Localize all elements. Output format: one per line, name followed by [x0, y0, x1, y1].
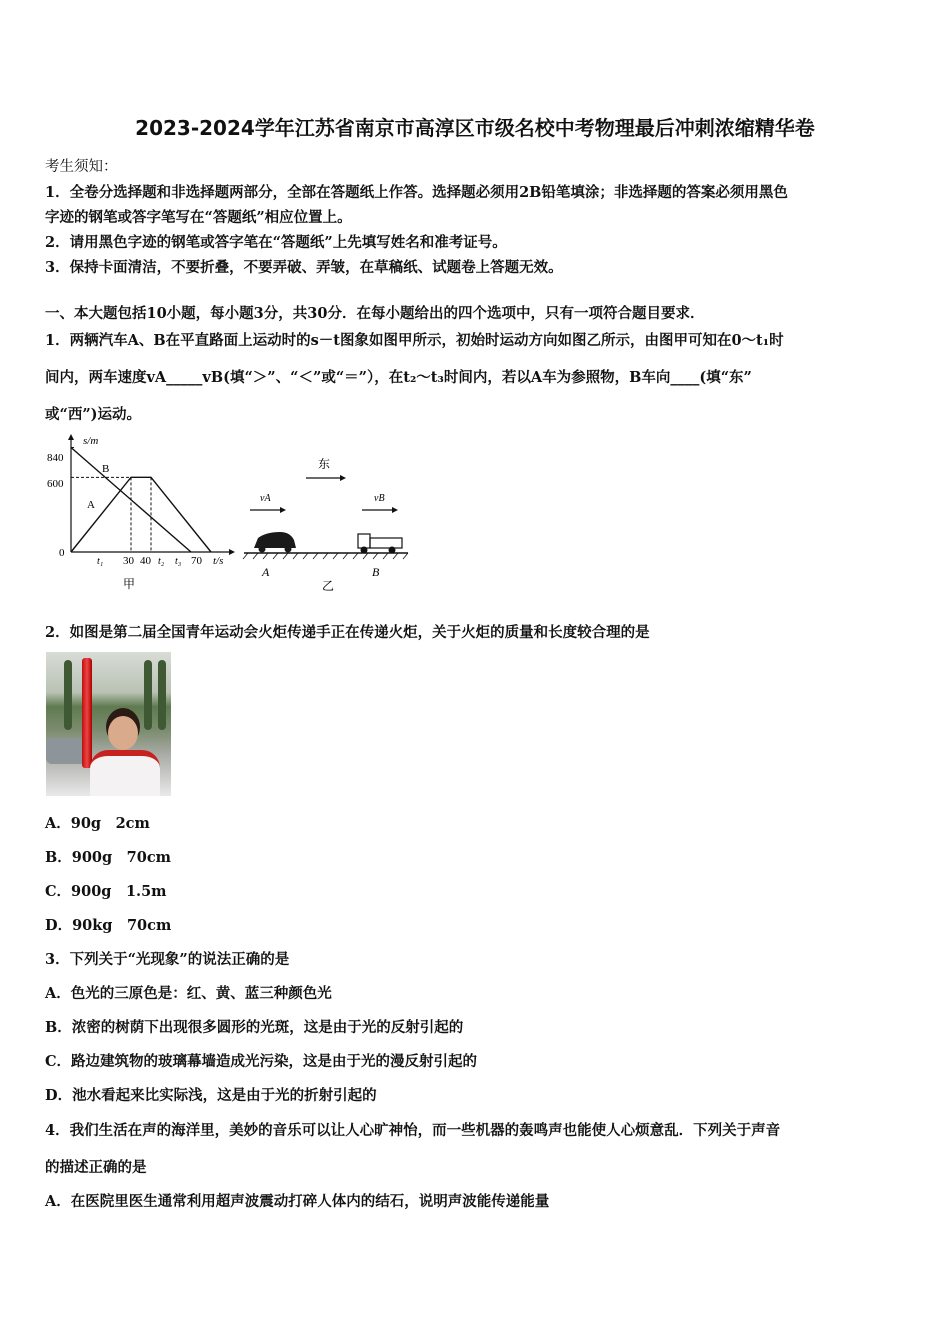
q4-stem-1: 4．我们生活在声的海洋里，美妙的音乐可以让人心旷神怡，而一些机器的轰鸣声也能使人心烦意乱．下列关于声音 — [45, 1122, 781, 1139]
east-arrow-icon — [306, 475, 346, 481]
direction-label: 东 — [318, 457, 331, 471]
car-a-icon — [254, 532, 296, 553]
section-heading: 一、本大题包括10小题，每小题3分，共30分．在每小题给出的四个选项中，只有一项符合题目要求． — [45, 305, 705, 322]
y-tick-600: 600 — [47, 478, 64, 490]
notice-item-3: 3．保持卡面清洁，不要折叠，不要弄破、弄皱，在草稿纸、试题卷上答题无效。 — [45, 259, 563, 276]
y-tick-0: 0 — [59, 547, 65, 559]
q3-option-c: C．路边建筑物的玻璃幕墙造成光污染，这是由于光的漫反射引起的 — [45, 1053, 478, 1070]
x-tick-40: 40 — [140, 555, 151, 567]
q4-option-a: A．在医院里医生通常利用超声波震动打碎人体内的结石，说明声波能传递能量 — [45, 1193, 550, 1210]
x-axis-arrow-icon — [229, 549, 235, 555]
x-tick-t1: t₁ — [97, 556, 104, 567]
q2-stem: 2．如图是第二届全国青年运动会火炬传递手正在传递火炬，关于火炬的质量和长度较合理的是 — [45, 624, 650, 641]
notice-item-1-cont: 字迹的钢笔或答字笔写在“答题纸”相应位置上。 — [45, 209, 352, 226]
truck-b-icon — [358, 534, 402, 554]
x-axis-label: t/s — [213, 555, 224, 567]
y-axis-arrow-icon — [68, 434, 74, 440]
q3-option-b: B．浓密的树荫下出现很多圆形的光斑，这是由于光的反射引起的 — [45, 1019, 464, 1036]
series-b-label: B — [102, 463, 110, 475]
q3-option-d: D．池水看起来比实际浅，这是由于光的折射引起的 — [45, 1087, 377, 1104]
car-a-label: A — [262, 565, 270, 579]
va-label: vA — [260, 493, 271, 504]
q2-option-a: A．90g 2cm — [45, 815, 150, 832]
torch-bearer-photo — [46, 652, 171, 796]
q2-option-b: B．900g 70cm — [45, 849, 172, 866]
notice-item-1: 1．全卷分选择题和非选择题两部分，全部在答题纸上作答。选择题必须用2B铅笔填涂；非选择题的答案必须用黑色 — [45, 184, 788, 201]
q1-line-3: 或“西”)运动。 — [45, 406, 142, 423]
graph-caption: 甲 — [123, 577, 136, 591]
graph-axes — [68, 434, 235, 555]
y-axis-label: s/m — [83, 435, 99, 447]
cars-caption: 乙 — [322, 579, 335, 592]
vb-arrow-icon — [362, 507, 398, 513]
q1-line-2: 间内，两车速度vA_____vB(填“＞”、“＜”或“＝”），在t₂～t₃时间内，若以A车为参照物，B车向____(填“东” — [45, 369, 752, 386]
page-title: 2023-2024学年江苏省南京市高淳区市级名校中考物理最后冲刺浓缩精华卷 — [135, 116, 815, 140]
car-b-label: B — [372, 565, 380, 579]
q3-option-a: A．色光的三原色是：红、黄、蓝三种颜色光 — [45, 985, 332, 1002]
q4-stem-2: 的描述正确的是 — [45, 1159, 147, 1176]
q3-stem: 3．下列关于“光现象”的说法正确的是 — [45, 951, 290, 968]
series-line-a — [71, 477, 211, 552]
road-icon — [243, 553, 408, 559]
x-tick-t3: t₃ — [175, 556, 182, 567]
q2-option-c: C．900g 1.5m — [45, 883, 167, 900]
q1-line-1: 1．两辆汽车A、B在平直路面上运动时的s－t图象如图甲所示，初始时运动方向如图乙所示，由图甲可知在0～t₁时 — [45, 332, 784, 349]
cars-diagram — [240, 452, 420, 592]
st-graph — [45, 432, 235, 592]
y-tick-840: 840 — [47, 452, 64, 464]
series-a-label: A — [87, 499, 95, 511]
vb-label: vB — [374, 493, 385, 504]
notice-item-2: 2．请用黑色字迹的钢笔或答字笔在“答题纸”上先填写姓名和准考证号。 — [45, 234, 507, 251]
x-tick-30: 30 — [123, 555, 134, 567]
q2-option-d: D．90kg 70cm — [45, 917, 172, 934]
x-tick-t2: t₂ — [158, 556, 165, 567]
notice-heading: 考生须知： — [45, 159, 118, 175]
x-tick-70: 70 — [191, 555, 202, 567]
va-arrow-icon — [250, 507, 286, 513]
